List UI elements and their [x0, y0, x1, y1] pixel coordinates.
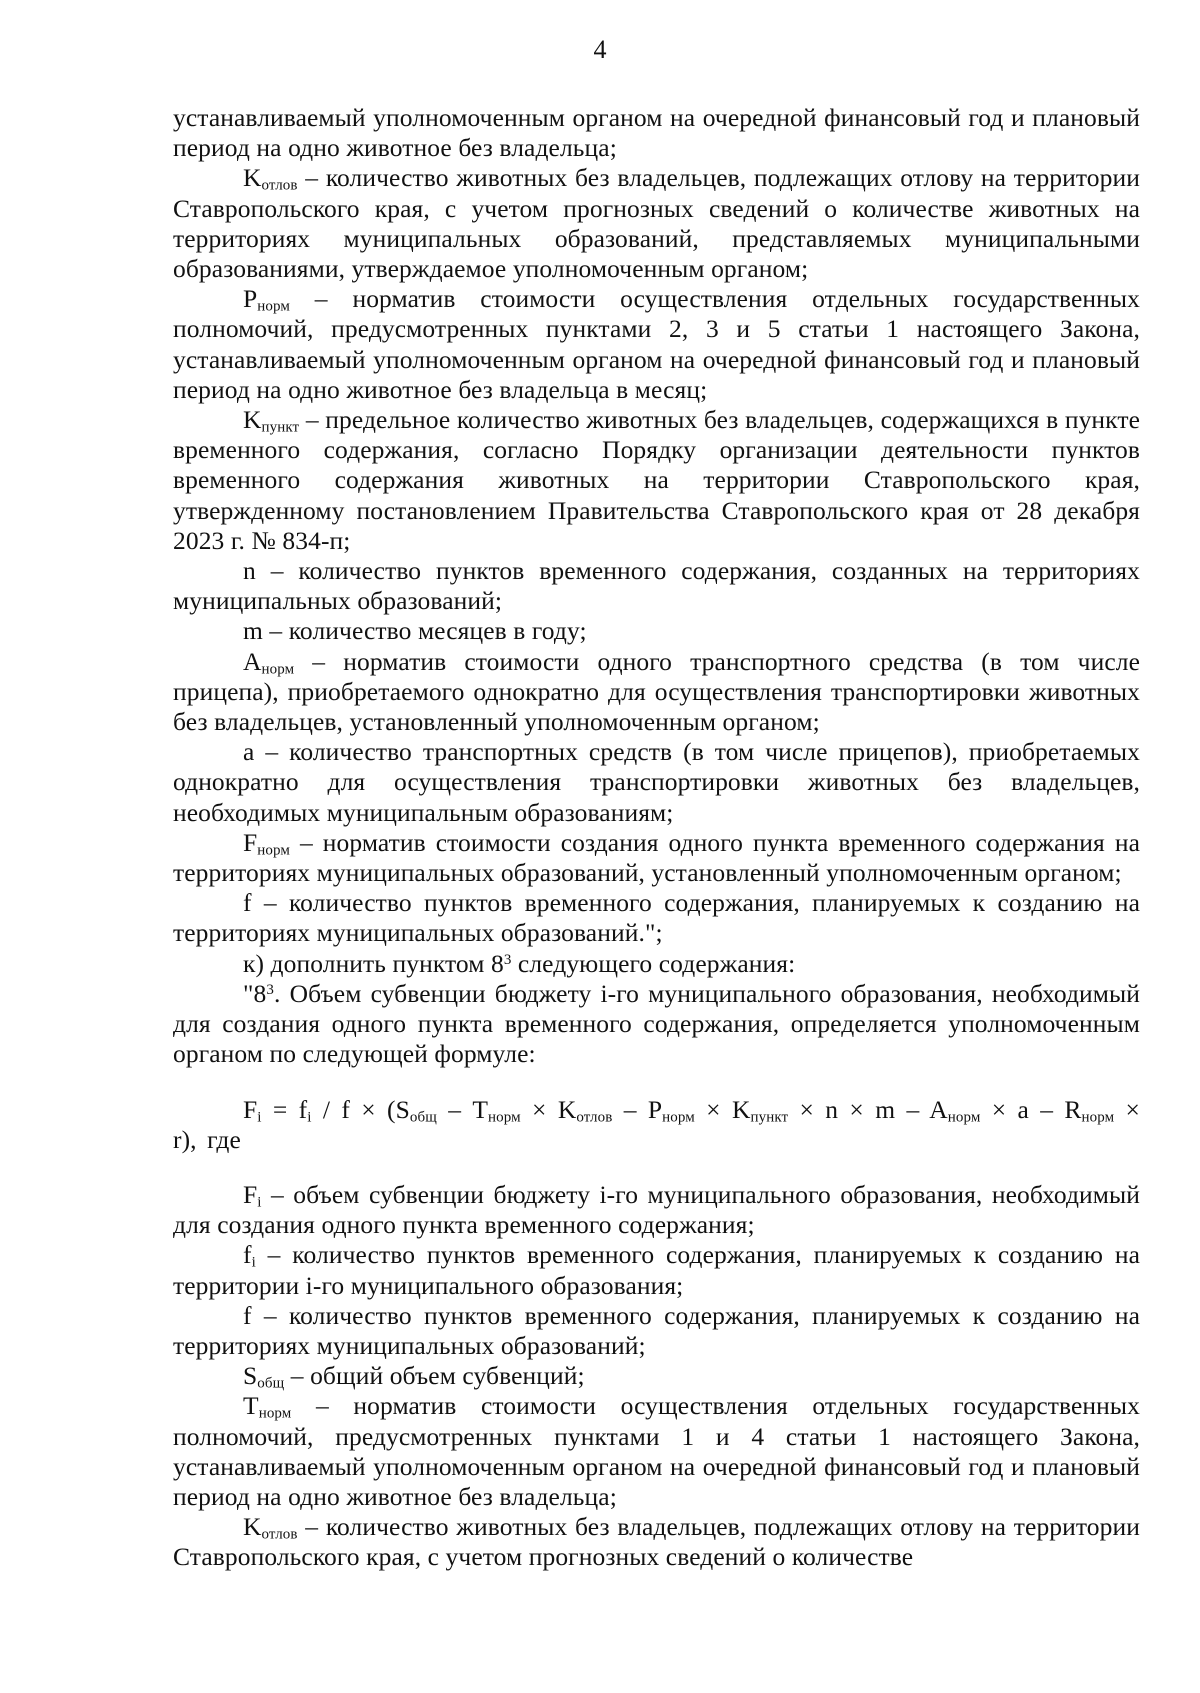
formula-subscript: отлов [576, 1108, 613, 1125]
definition-text: – количество животных без владельцев, подлежащих отлову на территории Ставропольского края, с учетом прогнозных сведений о количестве [173, 1512, 1140, 1572]
formula-subscript: общ [409, 1108, 437, 1125]
formula-subscript: норм [1081, 1108, 1115, 1125]
symbol: K [243, 1512, 262, 1542]
paragraph [173, 1391, 1140, 1512]
symbol-subscript: i [257, 1194, 262, 1211]
page-number: 4 [593, 35, 607, 64]
symbol-subscript: отлов [261, 1526, 298, 1543]
formula-term: / f × (S [311, 1094, 410, 1124]
paragraph: f – количество пунктов временного содержания, планируемых к созданию на территориях муниципальных образований."; [173, 888, 1140, 948]
paragraph [173, 949, 1140, 979]
paragraph [173, 163, 1140, 284]
paragraph [173, 647, 1140, 738]
formula-subscript: норм [662, 1108, 695, 1125]
symbol: K [243, 163, 262, 193]
formula-term: F [243, 1094, 258, 1124]
symbol: f [243, 1240, 252, 1270]
symbol-subscript: норм [261, 660, 295, 677]
formula [173, 1095, 1140, 1155]
paragraph [173, 1240, 1140, 1300]
formula-term: × K [694, 1094, 751, 1124]
paragraph [173, 979, 1140, 1070]
paragraph [173, 284, 1140, 405]
symbol-subscript: норм [258, 1405, 292, 1422]
paragraph: f – количество пунктов временного содержания, планируемых к созданию на территориях муниципальных образований; [173, 1300, 1140, 1360]
symbol: T [243, 1391, 259, 1421]
symbol-subscript: норм [257, 842, 290, 859]
formula-subscript: норм [947, 1108, 981, 1125]
paragraph: n – количество пунктов временного содержания, созданных на территориях муниципальных образований; [173, 556, 1140, 616]
symbol: F [243, 827, 258, 857]
symbol: F [243, 1179, 258, 1209]
symbol: A [243, 646, 262, 676]
paragraph [173, 1361, 1140, 1391]
formula-subscript: i [307, 1108, 312, 1125]
definition-text: – норматив стоимости одного транспортного средства (в том числе прицепа), приобретаемого однократно для осуществления транспортировки животных без владельцев, установленный уполномоченным органом; [173, 646, 1140, 737]
formula-term: – T [436, 1094, 489, 1124]
formula-term: × K [520, 1094, 577, 1124]
symbol: K [243, 405, 262, 435]
definition-text: – общий объем субвенций; [284, 1361, 585, 1391]
document-body [173, 103, 1140, 1573]
clause-text: "8 [243, 978, 267, 1008]
definition-text: – норматив стоимости создания одного пункта временного содержания на территориях муниципальных образований, установленный уполномоченным органом; [173, 827, 1140, 888]
superscript: 3 [266, 981, 274, 998]
definition-text: – объем субвенции бюджету i-го муниципального образования, необходимый для создания одного пункта временного содержания; [173, 1179, 1140, 1240]
paragraph [173, 1512, 1140, 1572]
amendment-text: к) дополнить пунктом 8 [243, 948, 504, 978]
formula-term: × n × m – A [788, 1094, 948, 1124]
formula-subscript: i [257, 1108, 262, 1125]
definition-text: – количество животных без владельцев, подлежащих отлову на территории Ставропольского края, с учетом прогнозных сведений о количестве животных на территориях муниципальных образований, представляемых муниципальными образованиями, утверждаемое уполномоченным органом; [173, 163, 1140, 284]
formula-term: = f [261, 1094, 308, 1124]
paragraph: m – количество месяцев в году; [243, 616, 587, 646]
symbol-subscript: общ [257, 1375, 285, 1392]
symbol-subscript: норм [257, 298, 290, 315]
paragraph: устанавливаемый уполномоченным органом на очередной финансовый год и плановый период на одно животное без владельца; [173, 103, 1140, 163]
formula-term: × r), где [173, 1094, 1140, 1154]
definition-text: – количество пунктов временного содержания, планируемых к созданию на территории i-го муниципального образования; [173, 1240, 1140, 1300]
definition-text: – предельное количество животных без владельцев, содержащихся в пункте временного содержания, согласно Порядку организации деятельности пунктов временного содержания животных на территории Ставропольского края, утвержденному постановлением Правительства Ставропольского края от 28 декабря 2023 г. № 834-п; [173, 405, 1140, 555]
definition-text: – норматив стоимости осуществления отдельных государственных полномочий, предусмотренных пунктами 1 и 4 статьи 1 настоящего Закона, устанавливаемый уполномоченным органом на очередной финансовый год и плановый период на одно животное без владельца; [173, 1391, 1140, 1511]
superscript: 3 [503, 951, 512, 968]
formula-term: – P [612, 1094, 663, 1124]
paragraph [173, 828, 1140, 888]
definition-text: – норматив стоимости осуществления отдельных государственных полномочий, предусмотренных пунктами 2, 3 и 5 статьи 1 настоящего Закона, устанавливаемый уполномоченным органом на очередной финансовый год и плановый период на одно животное без владельца в месяц; [173, 284, 1140, 404]
amendment-text: следующего содержания: [511, 948, 796, 978]
symbol-subscript: i [251, 1254, 256, 1271]
symbol: S [243, 1361, 258, 1391]
symbol: P [243, 284, 258, 314]
formula-term: × a – R [980, 1094, 1082, 1124]
formula-subscript: норм [488, 1108, 521, 1125]
formula-subscript: пункт [750, 1108, 789, 1125]
paragraph: a – количество транспортных средств (в том числе прицепов), приобретаемых однократно для осуществления транспортировки животных без владельцев, необходимых муниципальным образованиям; [173, 737, 1140, 827]
paragraph [173, 405, 1140, 556]
symbol-subscript: отлов [261, 177, 298, 194]
symbol-subscript: пункт [261, 419, 300, 436]
clause-text: . Объем субвенции бюджету i-го муниципального образования, необходимый для создания одного пункта временного содержания, определяется уполномоченным органом по следующей формуле: [173, 978, 1140, 1069]
paragraph [173, 1180, 1140, 1240]
